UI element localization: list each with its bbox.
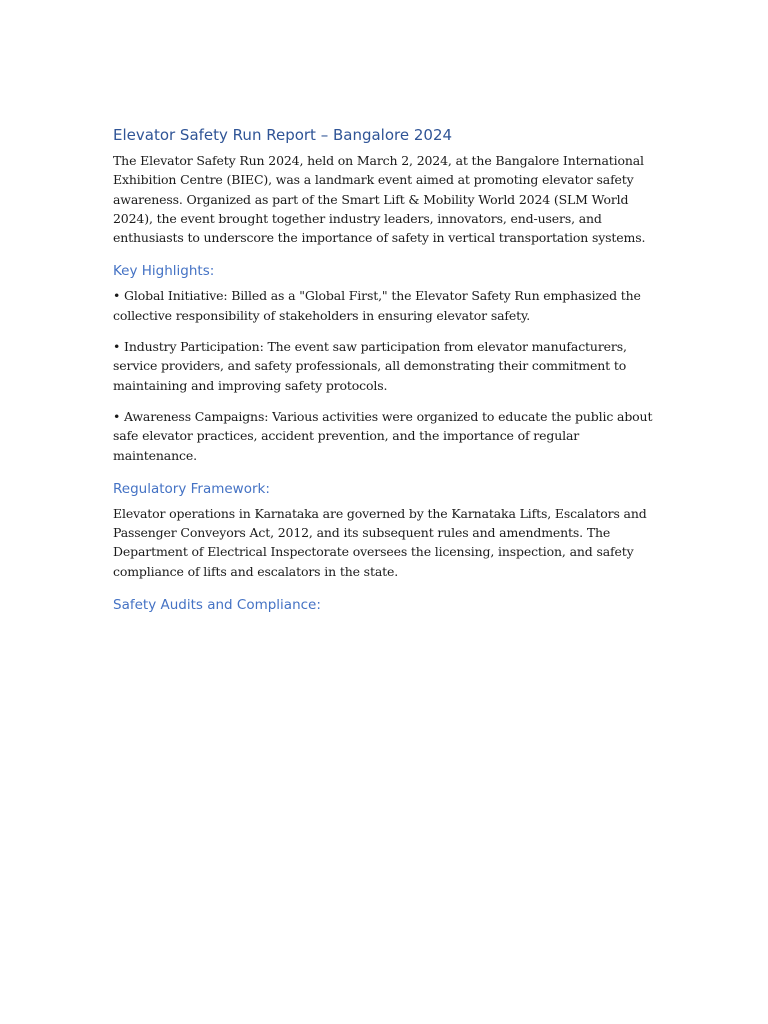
key-highlights-heading: Key Highlights: (113, 263, 215, 280)
document-title: Elevator Safety Run Report – Bangalore 2024 (113, 126, 453, 144)
intro-paragraph: The Elevator Safety Run 2024, held on March 2, 2024, at the Bangalore International Exhibition Centre (BIEC), was a landmark event aimed at promoting elevator safety awareness. Organized as part of the Smart Lift & Mobility World 2024 (SLM World 2024), the event brought together industry leaders, innovators, end-users, and enthusiasts to underscore the importance of safety in vertical transportation systems. (113, 153, 646, 246)
highlight-global-initiative: • Global Initiative: Billed as a "Global First," the Elevator Safety Run emphasized the collective responsibility of stakeholders in ensuring elevator safety. (113, 288, 641, 323)
highlight-industry-participation: • Industry Participation: The event saw participation from elevator manufacturers, service providers, and safety professionals, all demonstrating their commitment to maintaining and improving safety protocols. (113, 339, 627, 393)
safety-audits-heading: Safety Audits and Compliance: (113, 597, 321, 614)
regulatory-framework-heading: Regulatory Framework: (113, 480, 270, 497)
highlight-awareness-campaigns: • Awareness Campaigns: Various activities were organized to educate the public about safe elevator practices, accident prevention, and the importance of regular maintenance. (113, 408, 653, 463)
regulatory-framework-paragraph: Elevator operations in Karnataka are governed by the Karnataka Lifts, Escalators and Passenger Conveyors Act, 2012, and its subsequent rules and amendments. The Department of Electrical Inspectorate oversees the licensing, inspection, and safety compliance of lifts and escalators in the state. (113, 505, 647, 579)
document-page (113, 124, 663, 620)
